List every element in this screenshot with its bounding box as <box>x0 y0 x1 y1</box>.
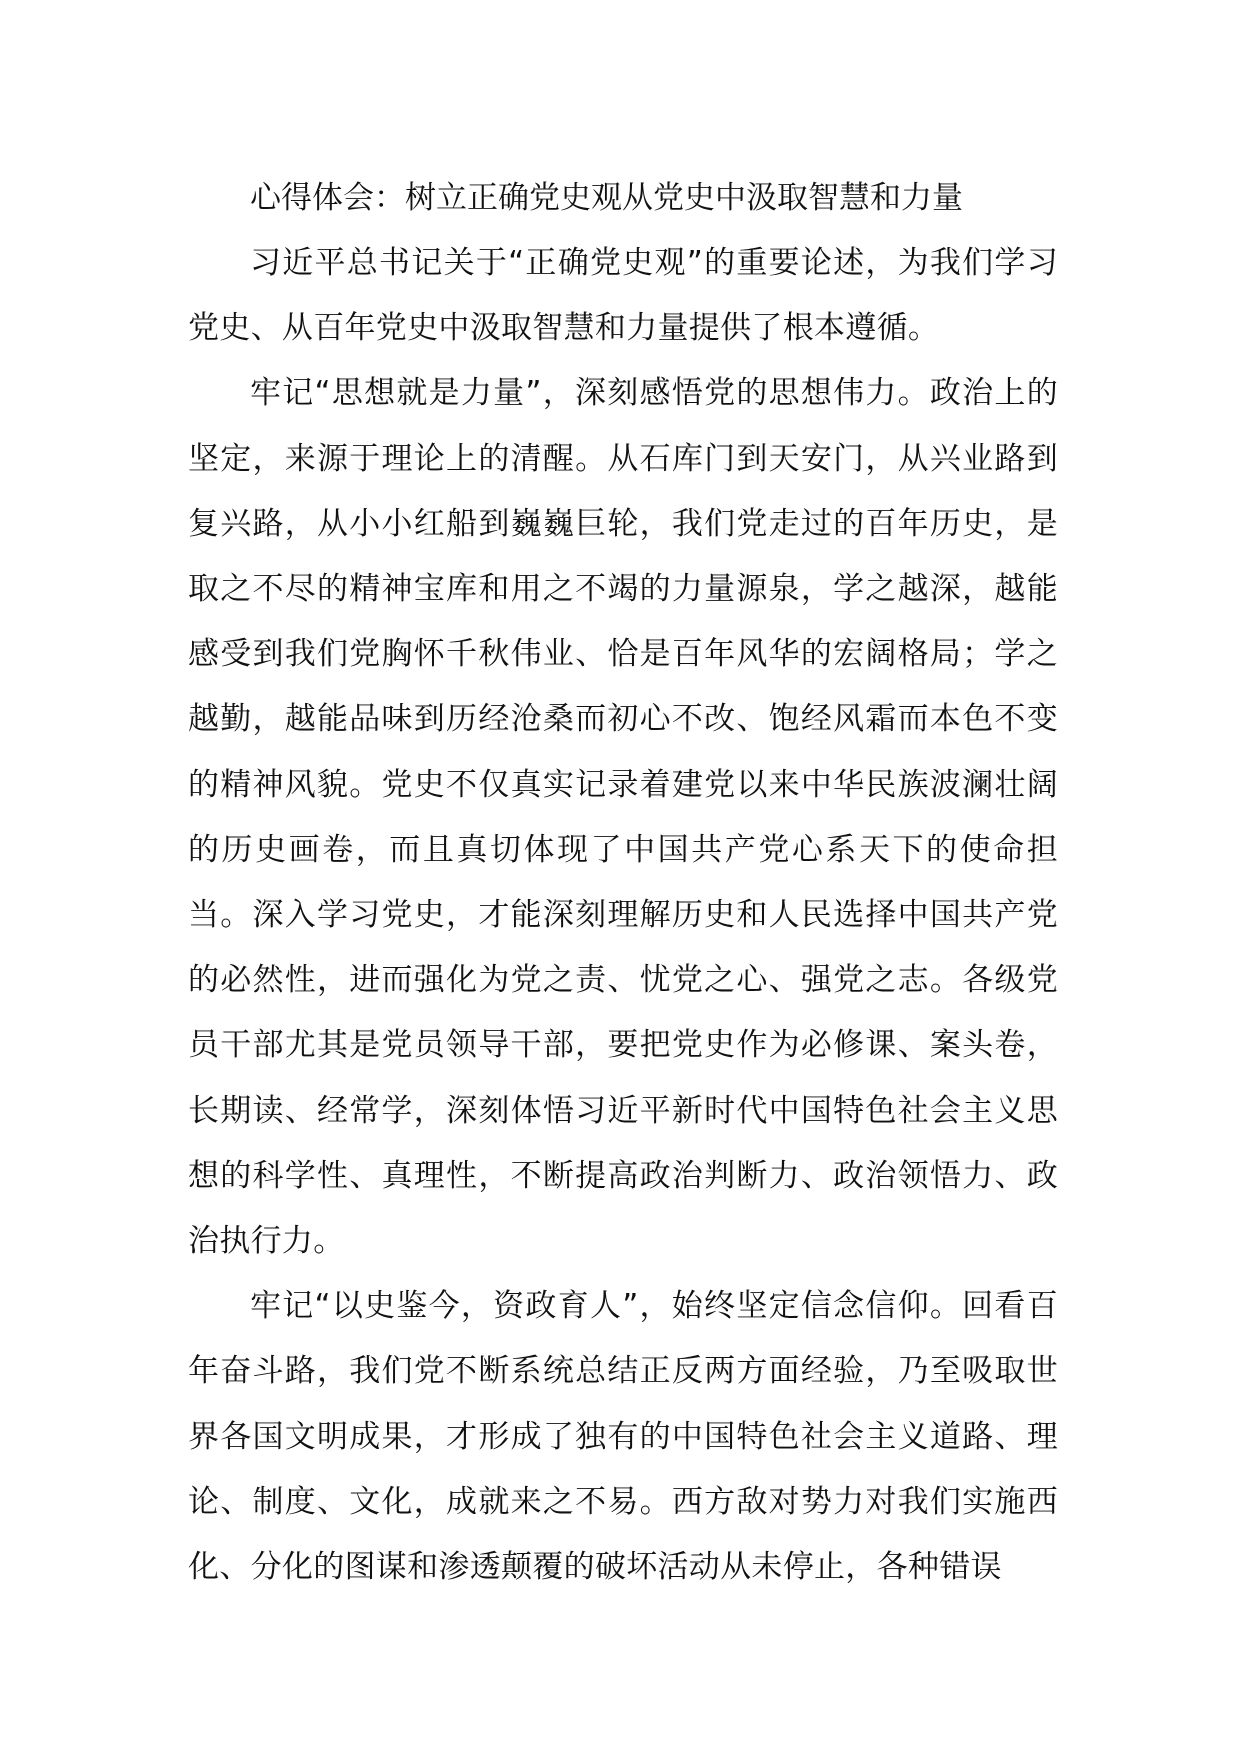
paragraph-history-lessons: 牢记“以史鉴今，资政育人”，始终坚定信念信仰。回看百年奋斗路，我们党不断系统总结正反两方面经验，乃至吸取世界各国文明成果，才形成了独有的中国特色社会主义道路、理论、制度、文化，成就来之不易。西方敌对势力对我们实施西化、分化的图谋和渗透颠覆的破坏活动从未停止，各种错误 <box>188 1288 1058 1586</box>
paragraph-thought-power: 牢记“思想就是力量”，深刻感悟党的思想伟力。政治上的坚定，来源于理论上的清醒。从石库门到天安门，从兴业路到复兴路，从小小红船到巍巍巨轮，我们党走过的百年历史，是取之不尽的精神宝库和用之不竭的力量源泉，学之越深，越能感受到我们党胸怀千秋伟业、恰是百年风华的宏阔格局；学之越勤，越能品味到历经沧桑而初心不改、饱经风霜而本色不变的精神风貌。党史不仅真实记录着建党以来中华民族波澜壮阔的历史画卷，而且真切体现了中国共产党心系天下的使命担当。深入学习党史，才能深刻理解历史和人民选择中国共产党的必然性，进而强化为党之责、忧党之心、强党之志。各级党员干部尤其是党员领导干部，要把党史作为必修课、案头卷，长期读、经常学，深刻体悟习近平新时代中国特色社会主义思想的科学性、真理性，不断提高政治判断力、政治领悟力、政治执行力。 <box>188 375 1058 1260</box>
document-title: 心得体会：树立正确党史观从党史中汲取智慧和力量 <box>250 180 963 216</box>
document-body <box>188 165 1058 1600</box>
paragraph-intro: 习近平总书记关于“正确党史观”的重要论述，为我们学习党史、从百年党史中汲取智慧和力量提供了根本遵循。 <box>188 245 1058 347</box>
